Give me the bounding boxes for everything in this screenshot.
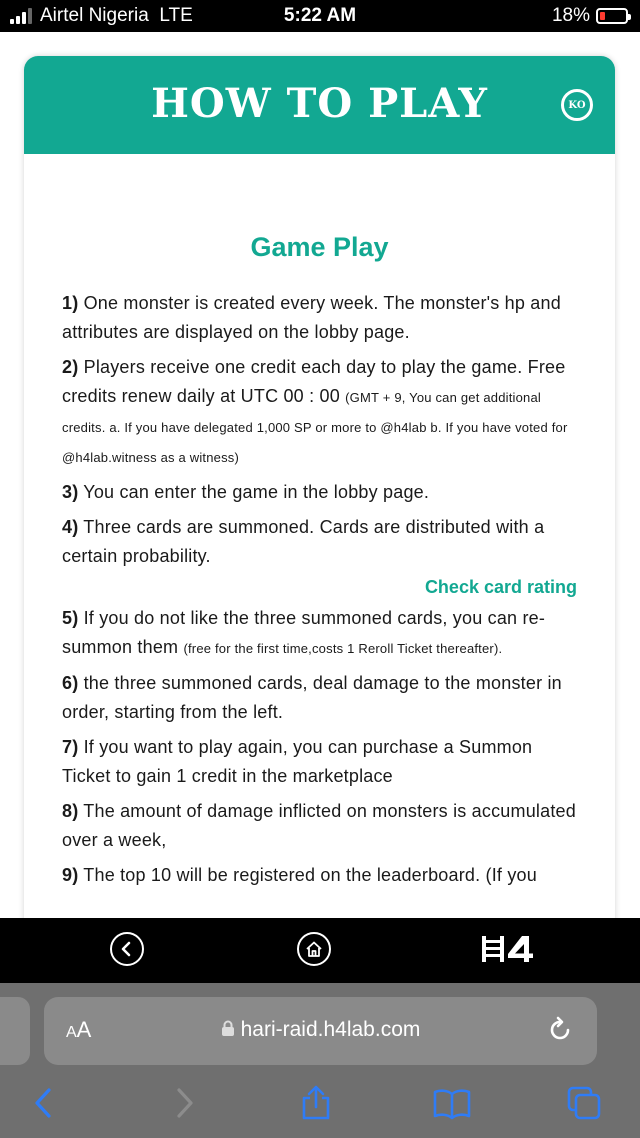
rule-number: 9) [62, 865, 79, 885]
rule-item [62, 669, 577, 727]
card-header [24, 56, 615, 154]
text-size-big-a: A [76, 1017, 92, 1042]
rule-number: 5) [62, 608, 79, 628]
language-toggle-button[interactable]: KO [561, 89, 593, 121]
rule-item [62, 604, 577, 663]
battery-percent: 18% [551, 5, 590, 26]
rule-number: 3) [62, 482, 79, 502]
rule-text: If you want to play again, you can purchase a Summon Ticket to gain 1 credit in the marketplace [62, 737, 533, 786]
rule-number: 4) [62, 517, 79, 537]
page-content [0, 32, 640, 918]
rule-note: (free for the first time,costs 1 Reroll Ticket thereafter). [183, 641, 503, 656]
rule-number: 8) [62, 801, 79, 821]
rule-number: 7) [62, 737, 79, 757]
home-icon [305, 940, 323, 958]
h4-logo-icon [482, 934, 538, 964]
rule-item [62, 289, 577, 347]
browser-back-icon[interactable] [26, 1085, 62, 1121]
rule-text: You can enter the game in the lobby page. [78, 482, 430, 502]
browser-chrome [0, 983, 640, 1138]
url-display[interactable] [44, 1018, 597, 1042]
rule-item [62, 861, 577, 890]
back-button[interactable] [110, 932, 144, 966]
rule-text: the three summoned cards, deal damage to the monster in order, starting from the left. [62, 673, 562, 722]
rule-number: 1) [62, 293, 79, 313]
h4-logo[interactable] [482, 934, 538, 972]
rule-item [62, 513, 577, 571]
rule-number: 6) [62, 673, 79, 693]
browser-toolbar [0, 1079, 640, 1129]
status-bar [0, 0, 640, 32]
rule-note: (GMT + 9, You can get additional credits. a. If you have delegated 1,000 SP or more to @h4lab b. If you have voted for @h4lab.witness as a witness) [62, 390, 568, 465]
network-type: LTE [159, 5, 193, 26]
rule-item [62, 797, 577, 855]
share-icon[interactable] [298, 1085, 334, 1121]
rule-text: If you do not like the three summoned cards, you can re-summon them [62, 608, 546, 657]
clock: 5:22 AM [283, 5, 357, 26]
check-card-rating-link[interactable]: Check card rating [424, 577, 577, 597]
app-bottom-nav [0, 918, 640, 983]
page-title: HOW TO PLAY [151, 80, 488, 127]
rule-item [62, 478, 577, 507]
browser-forward-icon[interactable] [166, 1085, 202, 1121]
carrier-name: Airtel Nigeria [40, 5, 149, 26]
lock-icon [221, 1020, 235, 1037]
battery-icon [596, 8, 628, 24]
url-text: hari-raid.h4lab.com [240, 1018, 421, 1041]
card-body [24, 232, 615, 890]
rule-number: 2) [62, 357, 79, 377]
address-bar[interactable] [44, 997, 597, 1065]
previous-tab[interactable] [0, 997, 30, 1065]
chevron-left-icon [119, 941, 135, 957]
rule-text: Players receive one credit each day to play the game. Free credits renew daily at UTC 00 : 00 [62, 357, 566, 406]
rule-item [62, 353, 577, 472]
section-title: Game Play [250, 232, 389, 262]
rule-text: The amount of damage inflicted on monsters is accumulated over a week, [62, 801, 576, 850]
rule-text: Three cards are summoned. Cards are distributed with a certain probability. [62, 517, 545, 566]
how-to-play-card [24, 56, 615, 918]
text-size-small-a: A [66, 1024, 77, 1041]
bookmarks-icon[interactable] [432, 1085, 472, 1121]
reload-icon[interactable] [545, 1015, 575, 1045]
rule-text: The top 10 will be registered on the leaderboard. (If you [78, 865, 537, 885]
rule-item [62, 733, 577, 791]
tabs-icon[interactable] [566, 1085, 602, 1121]
rule-text: One monster is created every week. The monster's hp and attributes are displayed on the lobby page. [62, 293, 561, 342]
home-button[interactable] [297, 932, 331, 966]
